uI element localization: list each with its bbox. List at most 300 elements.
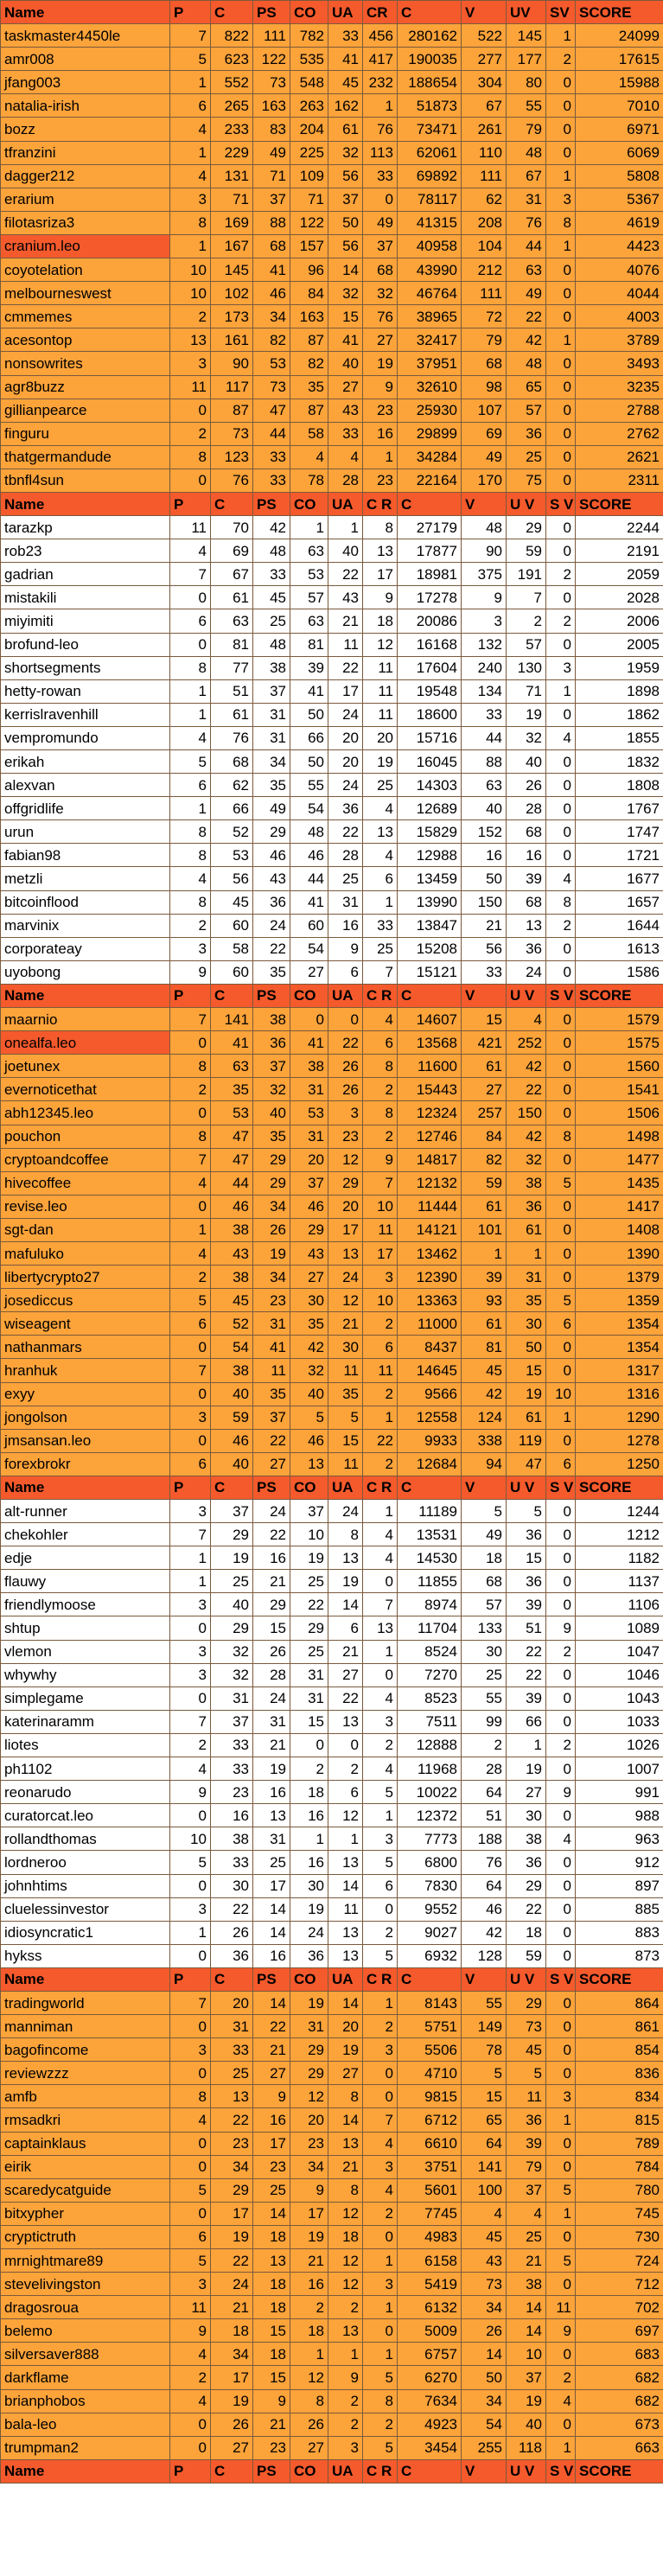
header-v: V: [462, 2459, 507, 2483]
votes: 78: [462, 2038, 507, 2062]
c: 46764: [398, 282, 462, 305]
uv: 22: [507, 1663, 546, 1687]
cr: 11: [363, 703, 398, 726]
posts: 0: [170, 1874, 211, 1897]
ps: 26: [253, 1218, 290, 1241]
uv: 5: [507, 2062, 546, 2085]
cr: 11: [363, 656, 398, 679]
posts: 0: [170, 2015, 211, 2038]
cr: 22: [363, 1429, 398, 1452]
ua: 24: [328, 774, 363, 797]
comments: 35: [211, 1078, 253, 1101]
comments: 33: [211, 1733, 253, 1757]
comments: 123: [211, 445, 253, 469]
uv: 22: [507, 1640, 546, 1663]
table-row: [1, 445, 663, 469]
ps: 14: [253, 1921, 290, 1944]
comments: 25: [211, 2062, 253, 2085]
co: 44: [290, 867, 328, 890]
header-cr: C R: [363, 1476, 398, 1499]
comments: 62: [211, 774, 253, 797]
votes: 101: [462, 1218, 507, 1241]
co: 41: [290, 890, 328, 914]
table-row: [1, 1101, 663, 1125]
user-name: amr008: [1, 48, 170, 71]
sv: 0: [546, 2015, 576, 2038]
votes: 14: [462, 2343, 507, 2366]
table-row: [1, 679, 663, 703]
score: 724: [576, 2249, 663, 2273]
votes: 43: [462, 2249, 507, 2273]
posts: 4: [170, 1241, 211, 1265]
score: 1212: [576, 1523, 663, 1546]
uv: 19: [507, 2389, 546, 2413]
votes: 79: [462, 328, 507, 352]
ua: 4: [328, 445, 363, 469]
ua: 32: [328, 282, 363, 305]
posts: 1: [170, 1921, 211, 1944]
cr: 2: [363, 1733, 398, 1757]
table-row: [1, 2108, 663, 2132]
uv: 22: [507, 1897, 546, 1921]
sv: 0: [546, 1148, 576, 1171]
ua: 16: [328, 914, 363, 937]
cr: 33: [363, 164, 398, 188]
uv: 50: [507, 1336, 546, 1359]
ua: 26: [328, 1055, 363, 1078]
header-ua: UA: [328, 2459, 363, 2483]
header-v: V: [462, 1967, 507, 1991]
ua: 13: [328, 1710, 363, 1733]
votes: 99: [462, 1710, 507, 1733]
cr: 1: [363, 2249, 398, 2273]
uv: 36: [507, 1570, 546, 1593]
posts: 7: [170, 1523, 211, 1546]
user-name: edje: [1, 1546, 170, 1570]
comments: 68: [211, 750, 253, 774]
c: 34284: [398, 445, 462, 469]
votes: 94: [462, 1452, 507, 1476]
ps: 31: [253, 1312, 290, 1336]
cr: 12: [363, 633, 398, 656]
score: 702: [576, 2296, 663, 2319]
co: 24: [290, 1921, 328, 1944]
c: 14530: [398, 1546, 462, 1570]
user-name: gadrian: [1, 563, 170, 586]
c: 73471: [398, 118, 462, 141]
user-name: evernoticethat: [1, 1078, 170, 1101]
posts: 3: [170, 1897, 211, 1921]
comments: 19: [211, 2389, 253, 2413]
user-name: reonarudo: [1, 1781, 170, 1804]
header-c: C: [211, 1, 253, 24]
votes: 33: [462, 960, 507, 984]
c: 12132: [398, 1171, 462, 1195]
ps: 32: [253, 1078, 290, 1101]
sv: 5: [546, 1289, 576, 1312]
header-name: Name: [1, 1476, 170, 1499]
ua: 28: [328, 844, 363, 867]
comments: 167: [211, 234, 253, 258]
cr: 6: [363, 1874, 398, 1897]
score: 1613: [576, 937, 663, 960]
c: 8143: [398, 1991, 462, 2014]
table-row: [1, 1570, 663, 1593]
sv: 0: [546, 960, 576, 984]
comments: 22: [211, 1897, 253, 1921]
ps: 25: [253, 609, 290, 633]
posts: 8: [170, 656, 211, 679]
header-ps: PS: [253, 2459, 290, 2483]
table-row: [1, 1218, 663, 1241]
ua: 9: [328, 2366, 363, 2389]
score: 1359: [576, 1289, 663, 1312]
votes: 124: [462, 1406, 507, 1429]
uv: 14: [507, 2296, 546, 2319]
ua: 11: [328, 1897, 363, 1921]
sv: 0: [546, 1710, 576, 1733]
score: 1855: [576, 726, 663, 749]
ua: 14: [328, 1874, 363, 1897]
header-uv: U V: [507, 1967, 546, 1991]
header-row: [1, 2459, 663, 2483]
ua: 21: [328, 1312, 363, 1336]
comments: 161: [211, 328, 253, 352]
co: 29: [290, 1218, 328, 1241]
posts: 11: [170, 375, 211, 399]
uv: 55: [507, 94, 546, 118]
score: 1435: [576, 1171, 663, 1195]
votes: 57: [462, 1593, 507, 1616]
sv: 0: [546, 445, 576, 469]
posts: 7: [170, 24, 211, 48]
uv: 145: [507, 24, 546, 48]
header-v: V: [462, 1, 507, 24]
ua: 24: [328, 1500, 363, 1523]
co: 53: [290, 563, 328, 586]
posts: 0: [170, 2202, 211, 2225]
score: 1106: [576, 1593, 663, 1616]
ua: 15: [328, 305, 363, 328]
co: 48: [290, 820, 328, 844]
score: 873: [576, 1944, 663, 1967]
votes: 261: [462, 118, 507, 141]
ua: 12: [328, 2249, 363, 2273]
ps: 29: [253, 1148, 290, 1171]
co: 782: [290, 24, 328, 48]
ua: 37: [328, 188, 363, 211]
posts: 3: [170, 352, 211, 375]
uv: 79: [507, 2155, 546, 2178]
cr: 32: [363, 282, 398, 305]
co: 13: [290, 1452, 328, 1476]
ua: 18: [328, 2225, 363, 2248]
table-row: [1, 774, 663, 797]
table-row: [1, 633, 663, 656]
posts: 0: [170, 2062, 211, 2085]
posts: 0: [170, 586, 211, 609]
co: 57: [290, 586, 328, 609]
posts: 0: [170, 1944, 211, 1967]
ua: 36: [328, 797, 363, 820]
score: 712: [576, 2273, 663, 2296]
uv: 59: [507, 1944, 546, 1967]
c: 9566: [398, 1382, 462, 1406]
ua: 23: [328, 1125, 363, 1148]
user-name: exyy: [1, 1382, 170, 1406]
cr: 11: [363, 1359, 398, 1382]
user-name: vlemon: [1, 1640, 170, 1663]
uv: 67: [507, 164, 546, 188]
votes: 64: [462, 2132, 507, 2155]
uv: 27: [507, 1781, 546, 1804]
comments: 51: [211, 679, 253, 703]
votes: 42: [462, 1921, 507, 1944]
sv: 0: [546, 375, 576, 399]
table-row: [1, 2436, 663, 2459]
header-c2: C: [398, 2459, 462, 2483]
ps: 23: [253, 2436, 290, 2459]
user-name: forexbrokr: [1, 1452, 170, 1476]
header-name: Name: [1, 492, 170, 515]
user-name: erarium: [1, 188, 170, 211]
comments: 53: [211, 1101, 253, 1125]
ua: 162: [328, 94, 363, 118]
ua: 12: [328, 2273, 363, 2296]
user-name: cryptoandcoffee: [1, 1148, 170, 1171]
table-row: [1, 1125, 663, 1148]
user-name: chekohler: [1, 1523, 170, 1546]
uv: 26: [507, 774, 546, 797]
cr: 1: [363, 1640, 398, 1663]
user-name: gillianpearce: [1, 399, 170, 422]
ua: 8: [328, 2178, 363, 2202]
votes: 375: [462, 563, 507, 586]
score: 5367: [576, 188, 663, 211]
votes: 15: [462, 2085, 507, 2108]
comments: 40: [211, 1382, 253, 1406]
comments: 76: [211, 726, 253, 749]
c: 14607: [398, 1008, 462, 1031]
table-row: [1, 1359, 663, 1382]
ua: 3: [328, 2436, 363, 2459]
co: 8: [290, 2389, 328, 2413]
votes: 208: [462, 211, 507, 234]
ps: 35: [253, 774, 290, 797]
ua: 24: [328, 703, 363, 726]
ps: 9: [253, 2389, 290, 2413]
score: 2059: [576, 563, 663, 586]
ua: 27: [328, 2062, 363, 2085]
co: 82: [290, 352, 328, 375]
sv: 0: [546, 2413, 576, 2436]
posts: 0: [170, 1101, 211, 1125]
c: 12324: [398, 1101, 462, 1125]
cr: 76: [363, 305, 398, 328]
sv: 9: [546, 1616, 576, 1640]
user-name: flauwy: [1, 1570, 170, 1593]
table-row: [1, 375, 663, 399]
c: 8437: [398, 1336, 462, 1359]
votes: 21: [462, 914, 507, 937]
c: 69892: [398, 164, 462, 188]
co: 0: [290, 1733, 328, 1757]
votes: 50: [462, 867, 507, 890]
table-row: [1, 1055, 663, 1078]
cr: 49: [363, 211, 398, 234]
comments: 47: [211, 1148, 253, 1171]
ua: 13: [328, 1944, 363, 1967]
posts: 4: [170, 539, 211, 563]
votes: 25: [462, 1663, 507, 1687]
ps: 24: [253, 914, 290, 937]
user-name: uyobong: [1, 960, 170, 984]
header-ps: PS: [253, 984, 290, 1007]
user-name: metzli: [1, 867, 170, 890]
cr: 8: [363, 1101, 398, 1125]
c: 4983: [398, 2225, 462, 2248]
c: 6610: [398, 2132, 462, 2155]
sv: 0: [546, 1523, 576, 1546]
table-row: [1, 563, 663, 586]
comments: 34: [211, 2343, 253, 2366]
score: 682: [576, 2389, 663, 2413]
ua: 21: [328, 1640, 363, 1663]
user-name: manniman: [1, 2015, 170, 2038]
score: 1137: [576, 1570, 663, 1593]
user-name: captainklaus: [1, 2132, 170, 2155]
user-name: hivecoffee: [1, 1171, 170, 1195]
c: 14303: [398, 774, 462, 797]
uv: 32: [507, 726, 546, 749]
table-row: [1, 188, 663, 211]
cr: 9: [363, 1148, 398, 1171]
ps: 73: [253, 71, 290, 94]
user-name: josediccus: [1, 1289, 170, 1312]
cr: 5: [363, 1851, 398, 1874]
c: 40958: [398, 234, 462, 258]
co: 0: [290, 1008, 328, 1031]
co: 157: [290, 234, 328, 258]
uv: 61: [507, 1218, 546, 1241]
uv: 25: [507, 445, 546, 469]
comments: 29: [211, 1523, 253, 1546]
sv: 0: [546, 2273, 576, 2296]
sv: 0: [546, 750, 576, 774]
posts: 3: [170, 1663, 211, 1687]
co: 21: [290, 2249, 328, 2273]
score: 1316: [576, 1382, 663, 1406]
co: 31: [290, 2015, 328, 2038]
votes: 16: [462, 844, 507, 867]
user-name: belemo: [1, 2319, 170, 2343]
score: 1575: [576, 1031, 663, 1055]
co: 26: [290, 2413, 328, 2436]
cr: 232: [363, 71, 398, 94]
c: 6800: [398, 1851, 462, 1874]
cr: 5: [363, 2366, 398, 2389]
cr: 1: [363, 1804, 398, 1827]
header-ua: UA: [328, 492, 363, 515]
sv: 0: [546, 1241, 576, 1265]
sv: 10: [546, 1382, 576, 1406]
posts: 0: [170, 1616, 211, 1640]
table-row: [1, 1663, 663, 1687]
sv: 0: [546, 1593, 576, 1616]
ua: 14: [328, 1991, 363, 2014]
co: 9: [290, 2178, 328, 2202]
user-name: bala-leo: [1, 2413, 170, 2436]
ua: 43: [328, 399, 363, 422]
cr: 2: [363, 1078, 398, 1101]
score: 663: [576, 2436, 663, 2459]
ua: 22: [328, 820, 363, 844]
posts: 2: [170, 422, 211, 445]
score: 836: [576, 2062, 663, 2085]
ua: 17: [328, 679, 363, 703]
table-row: [1, 586, 663, 609]
user-name: jmsansan.leo: [1, 1429, 170, 1452]
uv: 39: [507, 2132, 546, 2155]
user-name: revise.leo: [1, 1195, 170, 1218]
sv: 6: [546, 1312, 576, 1336]
cr: 8: [363, 2389, 398, 2413]
table-row: [1, 1241, 663, 1265]
ua: 9: [328, 937, 363, 960]
c: 5419: [398, 2273, 462, 2296]
uv: 29: [507, 1991, 546, 2014]
posts: 3: [170, 1593, 211, 1616]
ps: 33: [253, 445, 290, 469]
sv: 0: [546, 1008, 576, 1031]
sv: 0: [546, 305, 576, 328]
co: 55: [290, 774, 328, 797]
table-row: [1, 656, 663, 679]
score: 1579: [576, 1008, 663, 1031]
ps: 36: [253, 890, 290, 914]
header-co: CO: [290, 1476, 328, 1499]
score: 1862: [576, 703, 663, 726]
header-score: SCORE: [576, 1967, 663, 1991]
votes: 48: [462, 516, 507, 539]
user-name: coyotelation: [1, 258, 170, 282]
votes: 2: [462, 1733, 507, 1757]
ps: 19: [253, 1241, 290, 1265]
uv: 25: [507, 2225, 546, 2248]
uv: 76: [507, 211, 546, 234]
comments: 37: [211, 1710, 253, 1733]
user-name: liotes: [1, 1733, 170, 1757]
co: 30: [290, 1874, 328, 1897]
ua: 1: [328, 516, 363, 539]
sv: 4: [546, 1827, 576, 1851]
uv: 5: [507, 1500, 546, 1523]
ua: 22: [328, 1687, 363, 1710]
ps: 29: [253, 820, 290, 844]
c: 12746: [398, 1125, 462, 1148]
c: 43990: [398, 258, 462, 282]
comments: 24: [211, 2273, 253, 2296]
user-name: onealfa.leo: [1, 1031, 170, 1055]
ps: 11: [253, 1359, 290, 1382]
score: 683: [576, 2343, 663, 2366]
score: 745: [576, 2202, 663, 2225]
posts: 4: [170, 1171, 211, 1195]
header-sv: SV: [546, 1, 576, 24]
user-name: pouchon: [1, 1125, 170, 1148]
score: 730: [576, 2225, 663, 2248]
header-score: SCORE: [576, 2459, 663, 2483]
